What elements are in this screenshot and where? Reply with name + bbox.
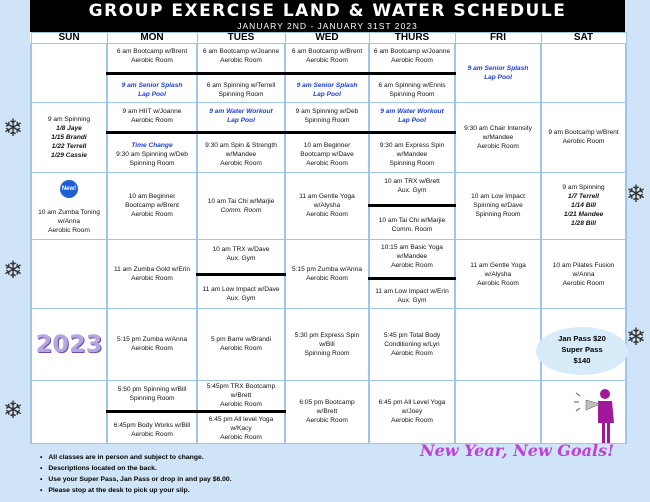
class-entry	[286, 331, 368, 358]
class-entry	[32, 115, 106, 160]
schedule-cell	[369, 172, 455, 239]
schedule-cell	[541, 239, 626, 308]
class-line: w/Mandee	[396, 253, 428, 261]
class-line: 6 am Bootcamp w/Brent	[116, 48, 188, 56]
class-line: 11 am Zumba Gold w/Erin	[113, 266, 191, 274]
class-line: Conditioning w/Lyn	[384, 340, 440, 348]
class-entry	[456, 261, 540, 288]
class-line: 6 am Spinning w/Terrell	[206, 81, 276, 89]
class-line: 9 am Bootcamp w/Brent	[548, 129, 619, 137]
slogan: New Year, New Goals!	[420, 441, 615, 460]
class-entry	[542, 261, 625, 288]
class-line: 10 am Zumba Toning	[38, 208, 100, 216]
class-line: w/Brett	[230, 391, 252, 399]
class-line: Aerobic Room	[562, 138, 605, 146]
class-line: Aerobic Room	[391, 349, 433, 357]
class-divider	[284, 72, 370, 75]
class-line: w/Mandee	[396, 151, 428, 159]
class-entry	[286, 265, 368, 283]
class-entry	[542, 183, 625, 228]
class-line: Aerobic Room	[131, 57, 173, 65]
class-line: 9 am HIIT w/Joanne	[122, 107, 182, 115]
schedule-cell	[107, 309, 197, 380]
schedule-cell	[107, 103, 197, 172]
class-line: Aerobic Room	[391, 57, 433, 65]
class-entry	[198, 81, 284, 99]
schedule-cell	[541, 103, 626, 172]
schedule-cell	[369, 239, 455, 308]
class-line: w/Joey	[401, 408, 423, 416]
class-entry	[108, 192, 196, 219]
schedule-cell	[285, 172, 369, 239]
class-line: Aerobic Room	[306, 160, 348, 168]
class-line: 1/21 Mandee	[563, 211, 604, 219]
schedule-date-range: JANUARY 2ND - JANUARY 31ST 2023	[237, 21, 418, 31]
schedule-cell	[541, 44, 626, 103]
schedule-cell	[197, 380, 285, 443]
class-divider	[368, 277, 456, 280]
schedule-cell	[455, 44, 541, 103]
class-line: Lap Pool	[484, 74, 512, 82]
schedule-cell	[285, 44, 369, 103]
schedule-row	[31, 239, 626, 308]
schedule-cell	[107, 172, 197, 239]
class-line: w/Anna	[572, 270, 595, 278]
class-line: w/Alysha	[484, 270, 512, 278]
schedule-cell	[455, 239, 541, 308]
schedule-cell	[285, 239, 369, 308]
note-item: • All classes are in person and subject to change.	[40, 452, 232, 463]
class-line: w/Mandee	[482, 133, 514, 141]
class-entry	[108, 47, 196, 65]
day-header: SUN	[31, 33, 107, 44]
class-line: 6:45 pm All Level Yoga	[378, 399, 446, 407]
class-line: Aerobic Room	[48, 226, 90, 234]
class-divider	[368, 72, 456, 75]
class-divider	[196, 410, 286, 413]
class-line: Aerobic Room	[562, 279, 605, 287]
class-entry	[370, 177, 454, 195]
class-line: 6:45pm Body Works w/Bill	[113, 422, 191, 430]
class-line: 10 am Beginner	[128, 193, 176, 201]
class-entry	[542, 128, 625, 146]
class-divider	[368, 204, 456, 207]
class-entry	[198, 285, 284, 303]
schedule-header	[30, 0, 625, 32]
class-line: Aerobic Room	[131, 431, 173, 439]
class-entry	[108, 385, 196, 403]
day-header: THURS	[369, 33, 455, 44]
class-line: 11 am Gentle Yoga	[470, 261, 526, 269]
class-entry	[456, 64, 540, 82]
schedule-row	[31, 380, 626, 443]
class-entry	[370, 81, 454, 99]
class-line: Aerobic Room	[220, 160, 262, 168]
class-line: w/Brett	[316, 408, 338, 416]
class-line: Aerobic Room	[220, 345, 262, 353]
class-line: 5 pm Barre w/Brandi	[210, 336, 272, 344]
schedule-cell	[541, 172, 626, 239]
class-line: 9 am Spinning	[562, 184, 605, 192]
class-line: 5:15 pm Zumba w/Anna	[291, 266, 362, 274]
class-line: 9 am Water Workout	[380, 107, 444, 115]
class-entry	[286, 398, 368, 425]
schedule-cell	[31, 103, 107, 172]
class-line: Comm. Room	[220, 206, 262, 214]
class-line: 1/28 Bill	[571, 220, 596, 228]
class-line: Spinning Room	[129, 160, 175, 168]
class-line: Aerobic Room	[131, 275, 173, 283]
class-entry	[198, 197, 284, 215]
schedule-cell	[455, 380, 541, 443]
class-entry	[198, 141, 284, 168]
schedule-cell	[31, 44, 107, 103]
class-line: Aerobic Room	[220, 57, 262, 65]
class-line: Aerobic Room	[306, 417, 348, 425]
class-line: Bootcamp w/Brent	[125, 202, 179, 210]
class-entry	[198, 47, 284, 65]
schedule-cell	[455, 309, 541, 380]
class-line: 6 am Bootcamp w/Joanne	[202, 48, 280, 56]
day-header: SAT	[541, 33, 626, 44]
class-line: 9:30 am Chair Intensity	[464, 124, 532, 132]
class-line: 6:05 pm Bootcamp	[299, 399, 355, 407]
class-line: 6:45 pm All level Yoga	[208, 416, 274, 424]
class-line: Aux. Gym	[397, 296, 427, 304]
class-line: Spinning Room	[389, 90, 435, 98]
class-line: 10 am Pilates Fusion	[552, 261, 615, 269]
class-line: 9 am Spinning	[47, 115, 91, 123]
class-line: Spinning Room	[475, 211, 521, 219]
class-entry	[108, 141, 196, 168]
class-line: 10 am TRX w/Brett	[384, 178, 440, 186]
schedule-title: GROUP EXERCISE LAND & WATER SCHEDULE	[88, 1, 567, 21]
class-entry	[286, 192, 368, 219]
class-entry	[370, 398, 454, 425]
class-line: Aerobic Room	[131, 211, 173, 219]
class-entry	[32, 208, 106, 235]
schedule-cell	[31, 380, 107, 443]
schedule-cell	[197, 309, 285, 380]
class-line: 11 am Low Impact w/Erin	[375, 287, 449, 295]
schedule-row	[31, 103, 626, 172]
snowflake-icon: ❄	[3, 115, 24, 142]
class-line: w/Kacy	[230, 425, 252, 433]
class-line: Aerobic Room	[131, 116, 173, 124]
class-line: 5:15 pm Zumba w/Anna	[116, 336, 187, 344]
schedule-cell	[285, 103, 369, 172]
class-entry	[370, 141, 454, 168]
class-line: 5:45pm TRX Bootcamp	[206, 382, 276, 390]
class-divider	[106, 72, 198, 75]
class-entry	[198, 415, 284, 442]
class-entry	[286, 81, 368, 99]
pass-price-bubble	[536, 327, 628, 375]
class-divider	[196, 131, 286, 134]
class-line: 6 am Bootcamp w/Joanne	[373, 48, 451, 56]
schedule-row	[31, 44, 626, 103]
snowflake-icon: ❄	[3, 397, 24, 424]
class-entry	[198, 382, 284, 409]
class-line: Spinning Room	[129, 394, 175, 402]
class-line: Spinning Room	[304, 349, 350, 357]
note-item: • Use your Super Pass, Jan Pass or drop in and pay $6.00.	[40, 474, 232, 485]
schedule-cell	[197, 44, 285, 103]
schedule-cell	[107, 239, 197, 308]
class-line: w/Alysha	[313, 202, 341, 210]
class-line: Aerobic Room	[131, 345, 173, 353]
class-line: Aerobic Room	[477, 142, 519, 150]
class-divider	[196, 72, 286, 75]
class-line: Lap Pool	[138, 90, 166, 98]
class-line: w/Bill	[319, 340, 335, 348]
super-pass-label: Super Pass	[561, 345, 603, 354]
class-entry	[108, 335, 196, 353]
class-entry	[456, 192, 540, 219]
class-line: Comm. Room	[391, 226, 433, 234]
class-line: 10 am Tai Chi w/Marjie	[378, 217, 446, 225]
day-header: FRI	[455, 33, 541, 44]
schedule-notes	[40, 452, 232, 496]
day-header: TUES	[197, 33, 285, 44]
class-line: 1/22 Terrell	[51, 142, 87, 150]
class-line: Aux. Gym	[397, 187, 427, 195]
class-line: Spinning Room	[389, 160, 435, 168]
class-line: Aerobic Room	[391, 417, 433, 425]
megaphone-person-icon	[572, 386, 622, 446]
class-line: Lap Pool	[227, 116, 255, 124]
snowflake-icon: ❄	[626, 181, 647, 208]
schedule-cell	[107, 380, 197, 443]
schedule-cell	[455, 103, 541, 172]
class-line: 1/7 Terrell	[568, 193, 599, 201]
schedule-cell	[369, 44, 455, 103]
schedule-cell	[369, 103, 455, 172]
class-divider	[196, 273, 286, 276]
class-line: Aerobic Room	[391, 262, 433, 270]
schedule-cell	[31, 309, 107, 380]
class-line: Aux. Gym	[226, 295, 256, 303]
schedule-cell	[455, 172, 541, 239]
class-line: 10 am Tai Chi w/Marjie	[207, 197, 275, 205]
class-line: 10 am Beginner	[303, 142, 351, 150]
class-line: 6 am Spinning w/Ennis	[378, 81, 446, 89]
schedule-cell	[197, 239, 285, 308]
note-item: • Please stop at the desk to pick up your slip.	[40, 485, 232, 496]
class-divider	[106, 410, 198, 413]
class-line: 5:30 pm Express Spin	[294, 331, 360, 339]
class-entry	[370, 47, 454, 65]
snowflake-icon: ❄	[626, 324, 647, 351]
class-line: 5:45 pm Total Body	[383, 331, 441, 339]
schedule-table	[30, 32, 627, 444]
jan-pass-price: Jan Pass $20	[558, 334, 606, 343]
class-line: Aerobic Room	[306, 275, 348, 283]
class-entry	[108, 421, 196, 439]
schedule-cell	[369, 380, 455, 443]
class-line: Spinning Room	[218, 90, 264, 98]
class-line: Time Change	[131, 142, 173, 150]
class-entry	[370, 287, 454, 305]
class-entry	[108, 265, 196, 283]
class-line: 11 am Gentle Yoga	[299, 193, 355, 201]
class-line: 9 am Senior Splash	[296, 81, 358, 89]
class-line: 6 am Bootcamp w/Brent	[291, 48, 363, 56]
class-line: Lap Pool	[398, 116, 426, 124]
year-graphic: 2023	[35, 330, 103, 359]
schedule-cell	[31, 239, 107, 308]
class-entry	[370, 243, 454, 270]
schedule-cell	[369, 309, 455, 380]
class-entry	[198, 245, 284, 263]
class-line: Aux. Gym	[226, 254, 256, 262]
class-line: 9:30 am Spin & Strength	[205, 142, 277, 150]
class-entry	[286, 141, 368, 168]
class-line: Lap Pool	[313, 90, 341, 98]
class-entry	[370, 216, 454, 234]
class-line: Aerobic Room	[477, 279, 519, 287]
schedule-cell	[285, 380, 369, 443]
class-line: Aerobic Room	[220, 434, 262, 442]
class-line: 11 am Low Impact w/Dave	[202, 286, 280, 294]
class-line: 1/8 Jaye	[56, 124, 82, 132]
schedule-cell	[197, 172, 285, 239]
class-line: Spinning w/Dave	[473, 202, 523, 210]
class-entry	[456, 124, 540, 151]
snowflake-icon: ❄	[3, 257, 24, 284]
class-line: 1/15 Brandi	[51, 133, 87, 141]
class-entry	[370, 331, 454, 358]
schedule-row	[31, 172, 626, 239]
class-divider	[106, 131, 198, 134]
schedule-cell	[107, 44, 197, 103]
class-entry	[286, 47, 368, 65]
class-divider	[284, 131, 370, 134]
note-item: • Descriptions located on the back.	[40, 463, 232, 474]
schedule-cell	[285, 309, 369, 380]
class-line: 10 am TRX w/Dave	[212, 245, 270, 253]
day-header: WED	[285, 33, 369, 44]
class-line: 9:30 am Spinning w/Deb	[116, 151, 188, 159]
class-line: Spinning Room	[304, 116, 350, 124]
class-line: 9 am Senior Splash	[121, 81, 183, 89]
class-line: Aerobic Room	[220, 400, 262, 408]
class-entry	[108, 107, 196, 125]
class-line: 9 am Water Workout	[209, 107, 273, 115]
day-header: MON	[107, 33, 197, 44]
class-line: 9 am Spinning w/Deb	[295, 107, 359, 115]
schedule-cell	[197, 103, 285, 172]
class-line: 5:50 pm Spinning w/Bill	[117, 385, 187, 393]
class-entry	[370, 107, 454, 125]
class-line: 1/29 Cassie	[51, 151, 87, 159]
super-pass-price: $140	[573, 356, 591, 365]
class-line: 1/14 Bill	[571, 202, 596, 210]
class-line: 10 am Low Impact	[471, 193, 525, 201]
class-line: w/Mandee	[225, 151, 257, 159]
class-line: 9 am Senior Splash	[467, 65, 529, 73]
class-line: Aerobic Room	[306, 57, 348, 65]
day-header-row	[31, 33, 626, 44]
class-entry	[286, 107, 368, 125]
class-line: w/Anna	[58, 217, 80, 225]
class-entry	[198, 335, 284, 353]
class-entry	[198, 107, 284, 125]
schedule-cell	[31, 172, 107, 239]
class-line: 10:15 am Basic Yoga	[381, 244, 443, 252]
class-entry	[108, 81, 196, 99]
class-line: Aerobic Room	[306, 211, 348, 219]
class-divider	[368, 131, 456, 134]
class-line: Bootcamp w/Dave	[300, 151, 354, 159]
class-line: 9:30 am Express Spin	[379, 142, 445, 150]
new-badge: New!	[60, 180, 78, 198]
